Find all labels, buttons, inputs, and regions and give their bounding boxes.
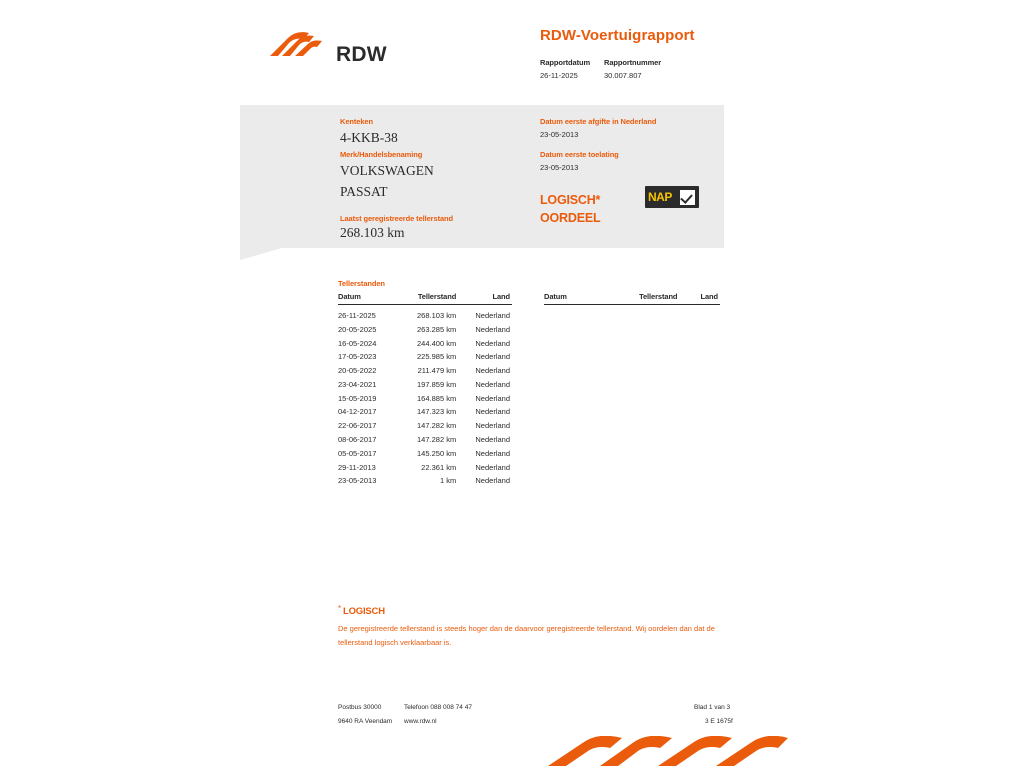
cell-land: Nederland (475, 448, 510, 458)
col-header-datum: Datum (544, 292, 594, 305)
cell-tellerstand: 147.323 km (417, 407, 457, 417)
verdict-line1: LOGISCH* (540, 193, 601, 207)
cell-land: Nederland (475, 462, 510, 472)
col-header-tellerstand: Tellerstand (396, 292, 456, 305)
cell-datum: 23-04-2021 (338, 379, 377, 389)
table-row (338, 364, 512, 378)
table-row (338, 350, 512, 364)
footer-page-number: Blad 1 van 3 (694, 704, 731, 711)
cell-land: Nederland (475, 476, 510, 486)
cell-datum: 20-05-2025 (338, 324, 377, 334)
cell-land: Nederland (475, 435, 510, 445)
cell-datum: 16-05-2024 (338, 338, 377, 348)
cell-land: Nederland (475, 407, 510, 417)
cell-tellerstand: 147.282 km (417, 421, 457, 431)
cell-land: Nederland (475, 311, 510, 320)
vehicle-summary-panel (240, 105, 724, 248)
table-row (338, 460, 512, 474)
nap-badge (645, 186, 699, 208)
footnote-title: LOGISCH (343, 606, 385, 617)
cell-datum: 26-11-2025 (338, 311, 376, 320)
report-meta-number (604, 58, 661, 80)
footnote-asterisk: * (338, 604, 342, 613)
table-row (338, 378, 512, 392)
table-header-row (544, 292, 720, 305)
cell-datum: 04-12-2017 (338, 407, 377, 417)
footnote-body: De geregistreerde tellerstand is steeds hoger dan de daarvoor geregistreerde tellerstand. Wij oordelen dan dat de tellerstand logisch verklaarbaar is. (338, 624, 715, 647)
cell-tellerstand: 22.361 km (421, 462, 457, 472)
footer-phone: Telefoon 088 008 74 47 (404, 704, 472, 711)
cell-tellerstand: 1 km (439, 476, 457, 486)
cell-land: Nederland (475, 366, 510, 376)
page-title: RDW-Voertuigrapport (540, 27, 695, 44)
cell-tellerstand: 263.285 km (417, 324, 457, 334)
col-header-land: Land (456, 292, 512, 305)
checkbox-checked-icon (679, 189, 696, 206)
cell-land: Nederland (475, 338, 510, 348)
kenteken-value: 4-KKB-38 (340, 130, 398, 145)
cell-land: Nederland (475, 421, 510, 431)
cell-tellerstand: 197.859 km (417, 379, 457, 389)
cell-tellerstand: 147.282 km (417, 435, 457, 445)
table-row (338, 391, 512, 405)
cell-datum: 08-06-2017 (338, 435, 377, 445)
last-odometer-label: Laatst geregistreerde tellerstand (340, 214, 453, 223)
cell-land: Nederland (475, 393, 510, 403)
report-date-label: Rapportdatum (540, 58, 591, 67)
first-issue-label: Datum eerste afgifte in Nederland (540, 117, 657, 126)
cell-tellerstand: 244.400 km (417, 338, 457, 348)
table-row (338, 336, 512, 350)
readings-table-left (338, 292, 512, 488)
cell-tellerstand: 268.103 km (417, 311, 457, 320)
table-row (338, 474, 512, 488)
cell-datum: 15-05-2019 (338, 393, 377, 403)
footer-website[interactable]: www.rdw.nl (404, 718, 437, 725)
report-number-label: Rapportnummer (604, 58, 662, 67)
first-issue-value: 23-05-2013 (540, 130, 579, 139)
kenteken-label: Kenteken (340, 117, 373, 126)
table-row (338, 433, 512, 447)
cell-tellerstand: 145.250 km (417, 448, 457, 458)
footer-form-code: 3 E 1675f (705, 718, 733, 725)
col-header-land: Land (677, 292, 720, 305)
verdict-text (540, 191, 600, 227)
table-row (338, 446, 512, 460)
first-admission-value: 23-05-2013 (540, 163, 579, 172)
cell-datum: 23-05-2013 (338, 476, 377, 486)
logo-wordmark: RDW (336, 43, 387, 66)
merk-label: Merk/Handelsbenaming (340, 150, 423, 159)
readings-title: Tellerstanden (338, 279, 385, 288)
col-header-datum: Datum (338, 292, 396, 305)
table-row (338, 405, 512, 419)
nap-badge-label: NAP (648, 190, 672, 204)
verdict-line2: OORDEEL (540, 211, 601, 225)
table-row (338, 322, 512, 336)
cell-datum: 29-11-2013 (338, 462, 376, 472)
cell-datum: 17-05-2023 (338, 352, 377, 362)
report-number-value: 30.007.807 (604, 71, 642, 80)
cell-datum: 20-05-2022 (338, 366, 377, 376)
last-odometer-value: 268.103 km (340, 225, 405, 240)
merk-value-line2: PASSAT (340, 184, 388, 199)
footer-address-line1: Postbus 30000 (338, 704, 382, 711)
cell-tellerstand: 225.985 km (417, 352, 457, 362)
footer-swoosh-graphic-icon (548, 736, 788, 768)
cell-datum: 22-06-2017 (338, 421, 377, 431)
footer-address-line2: 9640 RA Veendam (338, 718, 393, 725)
cell-land: Nederland (475, 379, 510, 389)
col-header-tellerstand: Tellerstand (594, 292, 678, 305)
cell-land: Nederland (475, 324, 510, 334)
cell-land: Nederland (475, 352, 510, 362)
merk-value-line1: VOLKSWAGEN (340, 163, 434, 178)
table-header-row (338, 292, 512, 305)
table-row (338, 305, 512, 323)
panel-notch-decoration (240, 248, 282, 260)
rdw-swoosh-logo-icon (268, 30, 330, 62)
cell-tellerstand: 164.885 km (417, 393, 457, 403)
readings-table-right (544, 292, 720, 305)
report-date-value: 26-11-2025 (540, 71, 578, 80)
report-meta-date (540, 58, 590, 80)
cell-datum: 05-05-2017 (338, 448, 377, 458)
table-row (338, 419, 512, 433)
rdw-logo (268, 22, 388, 68)
cell-tellerstand: 211.479 km (417, 366, 457, 376)
first-admission-label: Datum eerste toelating (540, 150, 619, 159)
